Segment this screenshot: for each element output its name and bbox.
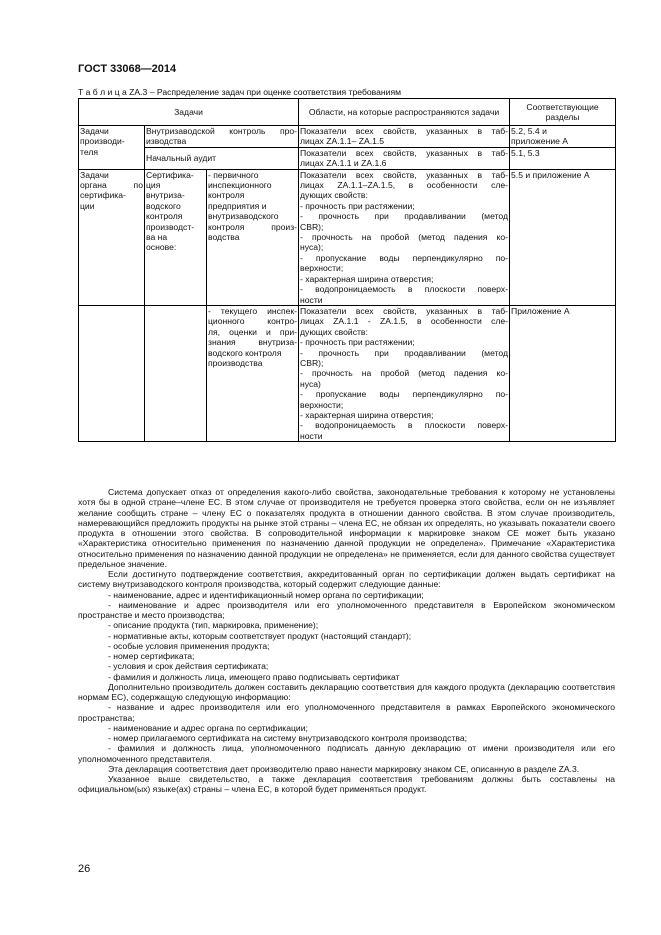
cell-areas: Показатели всех свойств, указанных в таб- лицах ZA.1.1– ZA.1.5 xyxy=(300,126,509,147)
table-row xyxy=(79,126,616,148)
paragraph: Дополнительно производитель должен составить декларацию соответствия для каждого продукта (декларацию соответствия нормам ЕС), содержащую следующую информацию: xyxy=(78,681,615,702)
list-item: - фамилия и должность лица, имеющего право подписывать сертификат xyxy=(108,671,400,682)
list-item: - описание продукта (тип, маркировка, применение); xyxy=(108,620,319,631)
cell-who: Задачи органа по сертифика- ции xyxy=(79,169,145,305)
header-sections: Соответствующие разделы xyxy=(510,99,616,126)
list-item: - наименование, адрес и идентификационный номер органа по сертификации; xyxy=(108,589,424,600)
page-number: 26 xyxy=(78,863,91,875)
list-item: - особые условия применения продукта; xyxy=(108,640,270,651)
list-item: - наименование и адрес органа по сертификации; xyxy=(108,722,308,733)
cell-areas: Показатели всех свойств, указанных в таб- лицах ZA.1.1 и ZA.1.6 xyxy=(300,147,509,169)
cell-who xyxy=(79,305,145,441)
body-text xyxy=(78,487,615,795)
cell-areas: Показатели всех свойств, указанных в таб- лицах ZA.1.1 - ZA.1.5, в особенности сле- дующих свойств: - прочность при растяжении; - прочность при продавливании (метод CBR); - прочность на пробой (метод падения ко- нуса) - пропускание воды перпендикулярно по- верхности; - характерная ширина отверстия; - водопроницаемость в плоскости поверх- ности xyxy=(300,305,509,441)
paragraph: Указанное выше свидетельство, а также декларация соответствия требованиям должны быть составлены на официальном(ых) языке(ах) страны – члена ЕС, в которой будет применяться продукт. xyxy=(78,774,615,795)
cell-sections: Приложение А xyxy=(510,305,616,441)
table-caption: Т а б л и ц а ZA.3 – Распределение задач при оценке соответствия требованиям xyxy=(78,87,402,97)
table-header-row xyxy=(79,99,616,126)
list-item: - номер сертификата; xyxy=(108,651,195,661)
task-distribution-table xyxy=(78,98,616,442)
list-item: - номер прилагаемого сертификата на систему внутризаводского контроля производства; xyxy=(108,733,467,743)
list-item: - условия и срок действия сертификата; xyxy=(108,661,269,672)
paragraph: Система допускает отказ от определения какого-либо свойства, законодательные требования к которому не установлены хотя бы в одной стране–члене ЕС. В этом случае от производителя не требуется проверка этого свойства, если он не изъявляет желание сообщить стране – члену ЕС о показателях продукта в отношении данного свойства. В этом случае производитель, намеревающийся предложить продукты на рынке этой страны – члена ЕС, не обязан их определять, но указывать показатели своего продукта в отношении этого свойства. В сопроводительной информации к маркировке знаком СЕ может быть указано «Характеристика относительно применения по назначению данной продукции не определена». Примечание «Характеристика относительно применения по назначению данной продукции не определена» не применяется, если для данного свойства существует предельное значение. xyxy=(78,487,615,569)
cell-who: Задачи производи- теля xyxy=(79,126,145,170)
cell-certification: Сертифика- ция внутриза- водского контроля производст- ва на основе: xyxy=(145,169,207,305)
header-areas: Области, на которые распространяются задачи xyxy=(299,99,510,126)
list-item: - наименование и адрес производителя или его уполномоченного представителя в Европейском экономическом пространстве и место производства; xyxy=(78,599,615,620)
cell-task: Начальный аудит xyxy=(145,147,299,169)
cell-areas: Показатели всех свойств, указанных в таб- лицах ZA.1.1–ZA.1.5, в особенности сле- дующих свойств: - прочность при растяжении; - прочность при продавливании (метод CBR); - прочность на пробой (метод падения ко- нуса); - пропускание воды перпендикулярно по- верхности; - характерная ширина отверстия; - водопроницаемость в плоскости поверх- ности xyxy=(300,169,509,305)
cell-sections: 5.1, 5.3 xyxy=(510,147,616,169)
list-item: - нормативные акты, которым соответствует продукт (настоящий стандарт); xyxy=(108,630,412,641)
header-tasks: Задачи xyxy=(79,99,299,126)
table-row xyxy=(79,305,616,441)
cell-basis: - текущего инспек- ционного контро- ля, оценки и при- знания внутриза- водского контроля производства xyxy=(207,305,299,441)
document-header: ГОСТ 33068—2014 xyxy=(78,63,177,75)
cell-certification xyxy=(145,305,207,441)
cell-sections: 5.5 и приложение А xyxy=(510,169,616,305)
list-item: - название и адрес производителя или его уполномоченного представителя в рамках Европейского экономического пространства; xyxy=(78,702,615,723)
cell-sections: 5.2, 5.4 и приложение А xyxy=(510,126,616,148)
cell-task: Внутризаводской контроль про- изводства xyxy=(146,126,298,147)
table-row xyxy=(79,147,616,169)
paragraph: Эта декларация соответствия дает производителю право нанести маркировку знаком СЕ, описанную в разделе ZA.3. xyxy=(108,763,580,774)
list-item: - фамилия и должность лица, уполномоченного подписать данную декларацию от имени производителя или его уполномоченного представителя. xyxy=(78,743,615,764)
paragraph: Если достигнуто подтверждение соответствия, аккредитованный орган по сертификации должен выдать сертификат на систему внутризаводского контроля производства, который содержит следующие данные: xyxy=(78,569,615,590)
cell-basis: - первичного инспекционного контроля предприятия и внутризаводского контроля произ- водства xyxy=(207,169,299,305)
table-row xyxy=(79,169,616,305)
